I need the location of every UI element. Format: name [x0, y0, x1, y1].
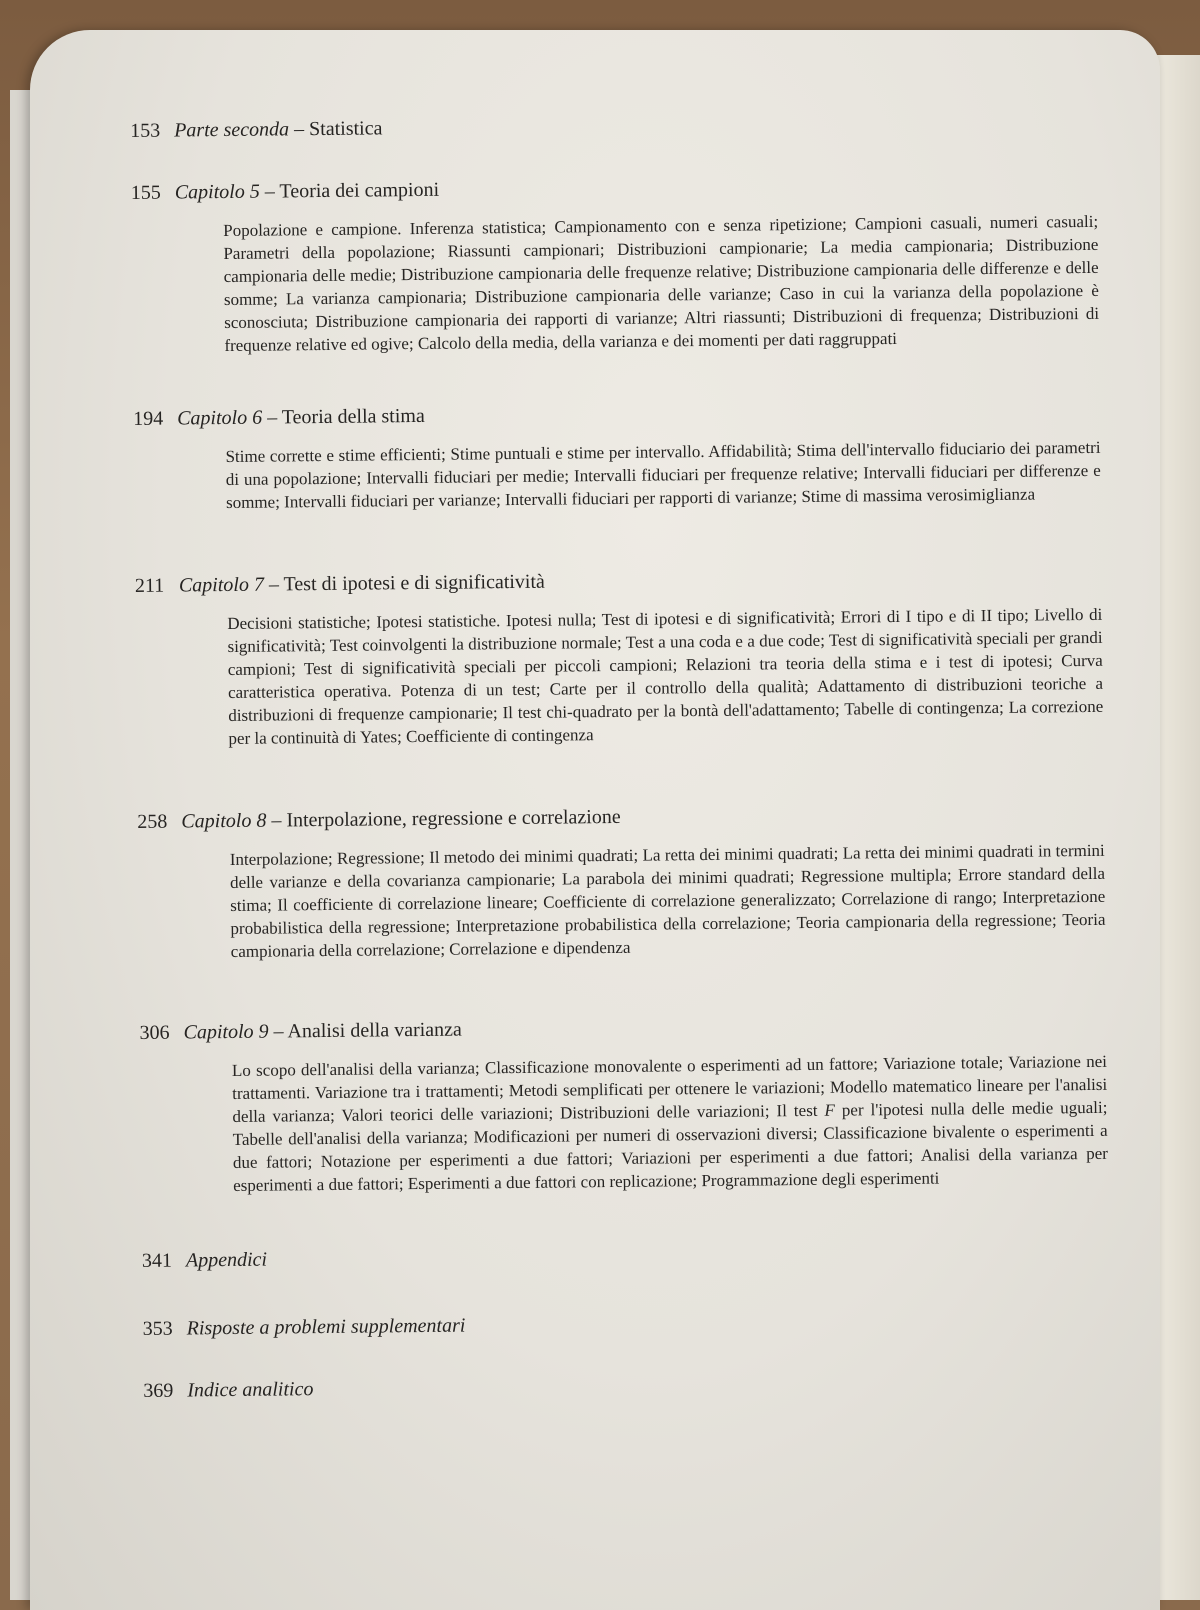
toc-chapter-7-heading — [135, 563, 1135, 599]
appendix-title: Appendici — [185, 1248, 268, 1272]
chapter-5-summary: Popolazione e campione. Inferenza statistica; Campionamento con e senza ripetizione; Campioni casuali, numeri casuali; Parametri della popolazione; Riassunti campionari; Distribuzioni campionarie; La media campionaria; Distribuzione campionaria delle medie; Distribuzione campionaria delle frequenze relative; Distribuzione campionaria delle differenze e delle somme; La varianza campionaria; Distribuzione campionaria delle varianze; Caso in cui la varianza della popolazione è sconosciuta; Distribuzione campionaria dei rapporti di varianze; Altri riassunti; Distribuzioni di frequenza; Distribuzioni di frequenze relative ed ogive; Calcolo della media, della varianza e dei momenti per dati raggruppati — [223, 211, 1100, 356]
chapter-9-summary — [232, 1050, 1108, 1197]
toc-page-number: 258 — [137, 810, 168, 833]
toc-page-number: 341 — [141, 1249, 173, 1272]
toc-chapter-6-heading — [133, 396, 1133, 432]
toc-appendici-heading — [142, 1237, 1142, 1273]
toc-page-number: 306 — [139, 1021, 170, 1044]
chapter-9-summary-part-1: Lo scopo dell'analisi della varianza; Classificazione monovalente o esperimenti ad un fattore; Variazione totale; Variazione nei trattamenti. Variazione tra i trattamenti; Metodi semplificati per ottenere le variazioni; Modello matematico lineare per l'analisi della varianza; Valori teorici delle variazioni; Distribuzioni delle variazioni; Il test — [231, 1051, 1108, 1126]
toc-chapter-8-heading — [137, 798, 1137, 834]
chapter-8-summary: Interpolazione; Regressione; Il metodo dei minimi quadrati; La retta dei minimi quadrati; La retta dei minimi quadrati in termini delle varianze e della covarianza campionarie; La parabola dei minimi quadrati; Regressione multipla; Errore standard della stima; Il coefficiente di correlazione lineare; Coefficiente di correlazione generalizzato; Correlazione di rango; Interpretazione probabilistica della regressione; Interpretazione probabilistica della correlazione; Teoria campionaria della regressione; Teoria campionaria della correlazione; Correlazione e dipendenza — [229, 840, 1106, 961]
chapter-title: Test di ipotesi e di significatività — [283, 570, 545, 596]
chapter-title: Analisi della varianza — [287, 1018, 462, 1043]
toc-page-number: 194 — [133, 407, 164, 430]
chapter-label: Capitolo 5 — [174, 180, 260, 204]
appendix-title: Indice analitico — [187, 1378, 314, 1402]
chapter-title: Interpolazione, regressione e correlazione — [286, 805, 621, 832]
part-subtitle: Statistica — [308, 117, 383, 141]
chapter-title: Teoria della stima — [281, 404, 425, 429]
chapter-7-summary: Decisioni statistiche; Ipotesi statistiche. Ipotesi nulla; Test di ipotesi e di significatività; Errori di I tipo e di II tipo; Livello di significatività; Test coinvolgenti la distribuzione normale; Test a una coda e a due code; Test di significatività speciali per grandi campioni; Test di significatività speciali per piccoli campioni; Relazioni tra teoria della stima e i test di ipotesi; Curva caratteristica operativa. Potenza di un test; Carte per il controllo della qualità; Adattamento di distribuzioni teoriche a distribuzioni di frequenze campionarie; Il test chi-quadrato per la bontà dell'adattamento; Tabelle di contingenza; La correzione per la continuità di Yates; Coefficiente di contingenza — [227, 604, 1104, 749]
book-page — [30, 30, 1160, 1610]
chapter-dash: – — [268, 573, 280, 596]
chapter-title: Teoria dei campioni — [279, 178, 440, 203]
chapter-dash: – — [271, 809, 282, 832]
chapter-dash: – — [264, 180, 275, 203]
chapter-label: Capitolo 9 — [183, 1020, 269, 1044]
toc-chapter-5-heading — [131, 170, 1131, 206]
chapter-label: Capitolo 8 — [181, 809, 267, 833]
toc-chapter-9-heading — [139, 1009, 1139, 1045]
table-of-contents — [130, 108, 1143, 1404]
f-test-symbol: F — [824, 1100, 835, 1120]
toc-risposte-heading — [143, 1305, 1143, 1341]
appendix-title: Risposte a problemi supplementari — [186, 1314, 466, 1340]
chapter-dash: – — [273, 1020, 284, 1043]
toc-page-number: 369 — [143, 1379, 174, 1402]
toc-page-number: 153 — [130, 119, 161, 142]
chapter-label: Capitolo 6 — [177, 406, 263, 430]
toc-page-number: 155 — [130, 181, 161, 204]
part-dash: – — [293, 118, 305, 141]
chapter-label: Capitolo 7 — [178, 573, 265, 597]
toc-page-number: 211 — [134, 574, 165, 597]
chapter-9-summary-part-2: per l'ipotesi nulla delle medie uguali; Tabelle dell'analisi della varianza; Modificazioni per numeri di osservazioni diversi; Classificazione bivalente o esperimenti a due fattori; Notazione per esperimenti a due fattori; Variazioni per esperimenti a due fattori; Analisi della varianza per esperimenti a due fattori; Esperimenti a due fattori con replicazione; Programmazione degli esperimenti — [232, 1097, 1108, 1195]
chapter-dash: – — [267, 406, 278, 429]
chapter-6-summary: Stime corrette e stime efficienti; Stime puntuali e stime per intervallo. Affidabilità; Stima dell'intervallo fiduciario dei parametri di una popolazione; Intervalli fiduciari per medie; Intervalli fiduciari per frequenze relative; Intervalli fiduciari per differenze e somme; Intervalli fiduciari per varianze; Intervalli fiduciari per rapporti di varianze; Stime di massima verosimiglianza — [225, 437, 1101, 513]
toc-page-number: 353 — [142, 1317, 173, 1340]
part-title: Parte seconda — [174, 118, 290, 142]
toc-indice-heading — [143, 1367, 1143, 1403]
toc-part-heading — [130, 108, 1130, 144]
